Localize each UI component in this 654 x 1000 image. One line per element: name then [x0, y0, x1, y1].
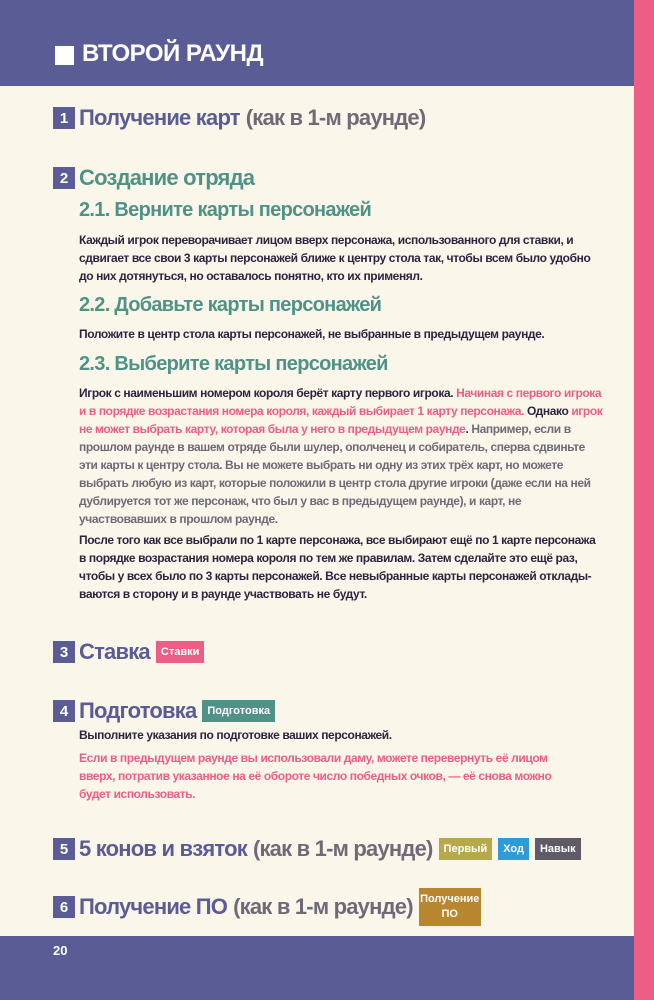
section-note: (как в 1-м раунде)	[245, 105, 426, 130]
section-4-highlight-text: Если в предыдущем раунде вы использовали даму, можете перевернуть её лицом вверх, потратив указанное на её обороте число победных очков, — её снова можно будет использовать.	[79, 751, 552, 801]
section-title: Получение ПО	[79, 894, 228, 919]
section-number: 5	[53, 838, 75, 860]
subsection-2-1-title: 2.1. Верните карты персонажей	[79, 199, 372, 221]
side-accent-bar	[634, 0, 654, 1000]
section-2-heading	[53, 165, 254, 191]
section-1-heading	[53, 105, 425, 131]
text-run: Игрок с наименьшим номером короля берёт карту первого игрока.	[79, 386, 454, 400]
square-icon	[55, 46, 74, 65]
stakes-badge: Ставки	[156, 641, 204, 663]
section-4-heading	[53, 698, 275, 724]
section-5-heading	[53, 836, 581, 862]
section-note: (как в 1-м раунде)	[252, 836, 433, 861]
section-number: 6	[53, 896, 75, 918]
section-4-text: Выполните указания по подготовке ваших персонажей.	[79, 728, 392, 742]
section-3-heading	[53, 639, 204, 665]
page-number: 20	[53, 943, 68, 958]
subsection-2-3-text-2: После того как все выбрали по 1 карте персонажа, все выбирают ещё по 1 карте персонажа в порядке возрастания номера короля по тем же правилам. Затем сделайте это ещё раз, чтобы у всех было по 3 карты персонажей. Все невыбранные карты персонажей отклады-ваются в сторону и в раунде участвовать не будут.	[79, 533, 596, 601]
section-note: (как в 1-м раунде)	[233, 894, 413, 919]
turn-badge: Ход	[498, 838, 529, 860]
subsection-2-2-title: 2.2. Добавьте карты персонажей	[79, 294, 382, 316]
highlight-text: игрок не может выбрать карту, которая была у него в предыдущем раунде	[79, 404, 603, 436]
subsection-2-3-text	[79, 384, 604, 528]
section-number: 1	[53, 107, 75, 129]
highlight-text: Начиная с первого игрока и в порядке возрастания номера короля, каждый выбирает 1 карту персонажа.	[79, 386, 602, 418]
section-number: 2	[53, 167, 75, 189]
skill-badge: Навык	[535, 838, 581, 860]
footer-bar	[0, 936, 634, 1000]
section-number: 3	[53, 641, 75, 663]
preparation-badge: Подготовка	[202, 700, 275, 722]
example-text: Например, если в прошлом раунде в вашем отряде были шулер, ополченец и собиратель, сперва сдвиньте эти карты к центру стола. Вы не можете выбрать ни одну из этих трёх карт, но можете выбрать любую из карт, которые положили в центр стола другие игроки (даже если на ней дублируется тот же персонаж, что был у вас в предыдущем раунде), и карт, не участвовавших в прошлом раунде.	[79, 422, 591, 526]
points-badge: Получение ПО	[419, 888, 481, 926]
text-run: Однако	[527, 404, 569, 418]
subsection-2-1-text: Каждый игрок переворачивает лицом вверх персонажа, использованного для ставки, и сдвигает все свои 3 карты персонажей ближе к центру стола так, чтобы всем было удобно до них дотянуться, но оставалось понятно, кто их применял.	[79, 233, 591, 283]
page-title: ВТОРОЙ РАУНД	[82, 40, 264, 67]
section-title: Создание отряда	[79, 165, 255, 190]
text-run: .	[465, 422, 469, 436]
section-6-heading	[53, 888, 481, 926]
header-bar	[0, 0, 634, 86]
section-number: 4	[53, 700, 75, 722]
section-title: Ставка	[79, 639, 150, 664]
section-title: Получение карт	[79, 105, 240, 130]
section-title: Подготовка	[79, 698, 197, 723]
section-title: 5 конов и взяток	[79, 836, 247, 861]
first-badge: Первый	[439, 838, 493, 860]
subsection-2-3-title: 2.3. Выберите карты персонажей	[79, 353, 388, 375]
subsection-2-2-text: Положите в центр стола карты персонажей, не выбранные в предыдущем раунде.	[79, 327, 545, 341]
